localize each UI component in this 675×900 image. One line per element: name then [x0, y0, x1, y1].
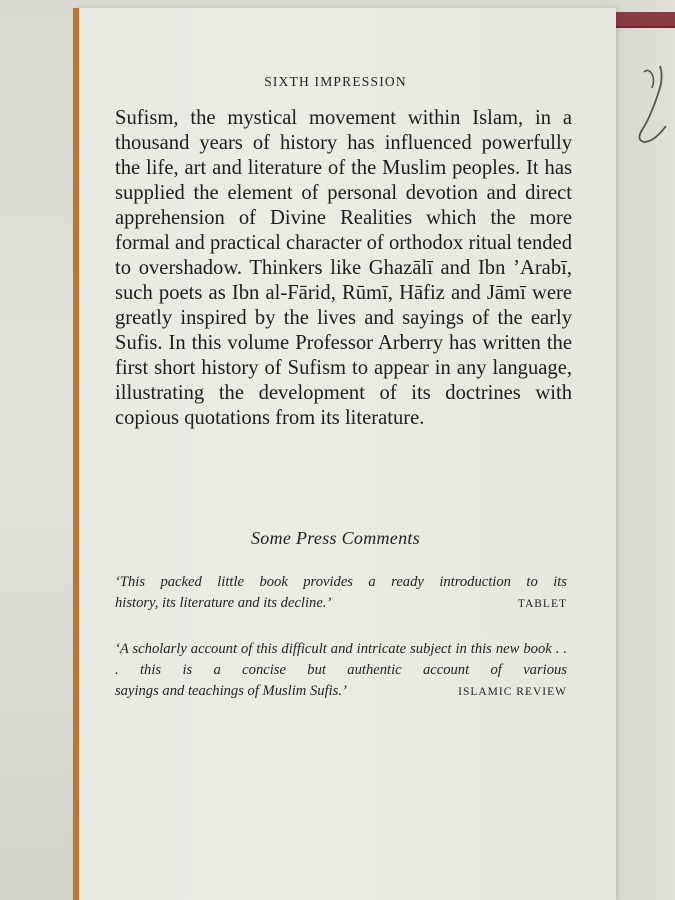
impression-heading: SIXTH IMPRESSION	[264, 74, 407, 89]
handwriting-mark	[628, 60, 675, 155]
press-comment-source: ISLAMIC REVIEW	[458, 686, 567, 698]
press-comment-text: ‘This packed little book provides a ready introduction to its	[115, 574, 567, 590]
press-comment-text: ‘A scholarly account of this difficult and intricate subject in this new book . . . this is a concise but authentic account of various	[115, 641, 567, 678]
press-comment-source: TABLET	[517, 598, 567, 610]
press-comment	[115, 639, 567, 703]
press-comment-last-line	[115, 593, 567, 615]
press-comments-heading: Some Press Comments	[250, 528, 421, 548]
red-cover-strip	[610, 12, 675, 28]
press-comment-text-end: sayings and teachings of Muslim Sufis.’	[115, 683, 347, 699]
flap-content	[91, 8, 580, 900]
press-comment	[115, 572, 567, 615]
press-comment-last-line	[115, 681, 567, 703]
press-comment-text-end: history, its literature and its decline.’	[115, 595, 332, 611]
book-description: Sufism, the mystical movement within Islam, in a thousand years of history has influenced powerfully the life, art and literature of the Muslim peoples. It has supplied the element of personal devotion and direct apprehension of Divine Realities which the more formal and practical character of orthodox ritual tended to overshadow. Thinkers like Ghazālī and Ibn ’Arabī, such poets as Ibn al-Fārid, Rūmī, Hāfiz and Jāmī were greatly inspired by the lives and sayings of the early Sufis. In this volume Professor Arberry has written the first short history of Sufism to appear in any language, illustrating the development of its doctrines with copious quotations from its literature.	[115, 107, 572, 429]
dust-jacket-flap	[73, 8, 616, 900]
